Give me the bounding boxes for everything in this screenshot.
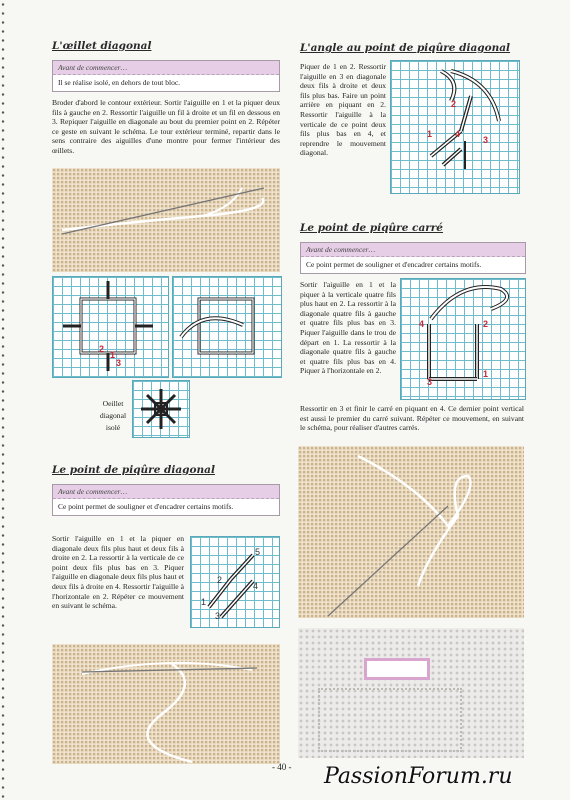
oeillet-num-3: 3: [116, 358, 122, 368]
oeillet-avant-text: Il se réalise isolé, en dehors de tout bloc.: [58, 78, 181, 87]
piqure-photo: [52, 644, 280, 764]
carre-num-3: 3: [427, 377, 433, 387]
angle-title: L'angle au point de piqûre diagonal: [300, 42, 511, 54]
oeillet-diagram-2: [172, 276, 282, 378]
carre-body: Sortir l'aiguille en 1 et la piquer à la verticale quatre fils plus haut en 2. La ressortir à la diagonale quatre fils à gauche et quatre fils plus bas en 3. Piquer l'aiguille dans le trou de départ en 1. La ressortir à la diagonale quatre fils à gauche et quatre fils plus bas en 4. Piquer à l'horizontale en 2.: [300, 280, 396, 376]
angle-num-2: 2: [451, 99, 457, 109]
piqure-photo-thread: [52, 644, 280, 764]
embroidered-frame: [318, 688, 462, 752]
oeillet-diagram-1: [52, 276, 169, 378]
carre-avant-text: Ce point permet de souligner et d'encadrer certains motifs.: [306, 260, 482, 269]
angle-num-4: 4: [455, 129, 461, 139]
carre-diagram: [400, 278, 526, 400]
oeillet-caption-line-2: diagonal: [99, 411, 127, 420]
oeillet-caption: [96, 398, 130, 434]
piqure-diagram: [190, 536, 280, 628]
piqure-body: Sortir l'aiguille en 1 et la piquer en diagonale deux fils plus haut et deux fils à droite en 2. La ressortir à la verticale de ce point deux fils plus bas en 3. Piquer l'aiguille en diagonale deux fils plus haut et deux fils à droite en 4. Ressortir l'aiguille à l'horizontale en 2. Répéter ce mouvement en suivant le schéma.: [52, 534, 184, 611]
oeillet-photo-thread: [52, 168, 280, 272]
piqure-num-1: 1: [201, 597, 207, 607]
piqure-num-3: 3: [215, 611, 221, 621]
pink-square-motif: [364, 658, 430, 680]
angle-diagram: [390, 60, 520, 194]
piqure-num-5: 5: [255, 547, 261, 557]
oeillet-num-1: 1: [110, 350, 116, 360]
oeillet-title: L'œillet diagonal: [52, 40, 152, 52]
watermark: PassionForum.ru: [324, 764, 513, 789]
finished-work-photo: [298, 628, 524, 758]
piqure-num-2: 2: [217, 575, 223, 585]
angle-body: Piquer de 1 en 2. Ressortir l'aiguille en 3 en diagonale deux fils à droite et deux fils plus bas. Faire un point arrière en piquant en 2. Ressortir l'aiguille à la verticale de ce point deux fils plus bas en 4, et reprendre le mouvement diagonal.: [300, 62, 386, 158]
oeillet-avant-box: [52, 60, 280, 92]
carre-num-1: 1: [483, 369, 489, 379]
oeillet-diagram-isole: [132, 380, 190, 438]
page-number: - 40 -: [272, 762, 292, 772]
carre-avant-title: Avant de commencer…: [301, 243, 525, 257]
piqure-avant-text: Ce point permet de souligner et d'encadrer certains motifs.: [58, 502, 234, 511]
carre-photo: [298, 446, 524, 618]
piqure-title: Le point de piqûre diagonal: [52, 464, 215, 476]
piqure-avant-title: Avant de commencer…: [53, 485, 279, 499]
angle-num-3: 3: [483, 135, 489, 145]
carre-num-2: 2: [483, 319, 489, 329]
carre-photo-thread: [298, 446, 524, 618]
carre-title: Le point de piqûre carré: [300, 222, 443, 234]
piqure-avant-box: [52, 484, 280, 516]
carre-avant-box: [300, 242, 526, 274]
carre-body-2: Ressortir en 3 et finir le carré en piquant en 4. Ce dernier point vertical est aussi le premier du carré suivant. Répéter ce mouvement, en suivant le schéma, pour réaliser d'autres carrés.: [300, 404, 524, 433]
angle-num-1: 1: [427, 129, 433, 139]
binding-dots: [0, 0, 6, 800]
oeillet-num-2: 2: [99, 344, 105, 354]
piqure-num-4: 4: [253, 581, 259, 591]
oeillet-caption-line-1: Oeillet: [102, 399, 124, 408]
oeillet-caption-line-3: isolé: [105, 423, 121, 432]
oeillet-body: Broder d'abord le contour extérieur. Sortir l'aiguille en 1 et la piquer deux fils à gauche en 2. Ressortir l'aiguille un fil à droite et un fil en dessous en 3. Repiquer l'aiguille en diagonale au bout du premier point en 2. Répéter ce geste en suivant le schéma. Le tour extérieur terminé, repartir dans le sens contraire des aiguilles d'une montre pour fermer l'intérieur des œillets.: [52, 98, 280, 155]
oeillet-avant-title: Avant de commencer…: [53, 61, 279, 75]
carre-num-4: 4: [419, 319, 425, 329]
oeillet-photo: [52, 168, 280, 272]
